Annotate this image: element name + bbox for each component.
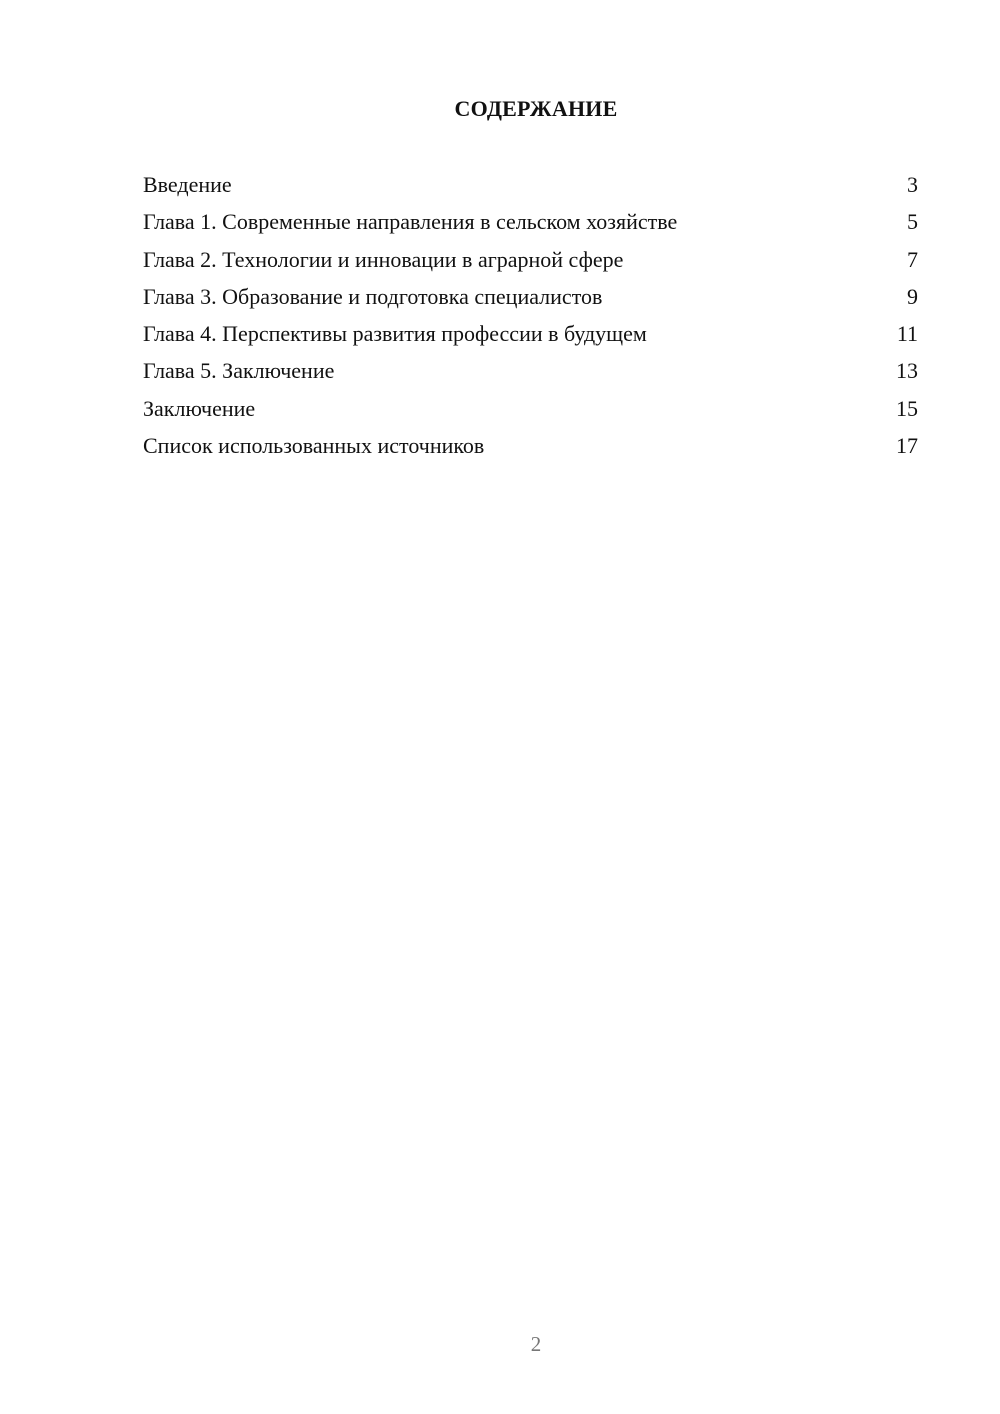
toc-entry — [143, 355, 918, 392]
toc-entry-label: Глава 5. Заключение — [143, 358, 335, 384]
toc-entry-page: 7 — [907, 246, 918, 272]
toc-entry-page: 9 — [907, 283, 918, 309]
toc-entry-label: Глава 4. Перспективы развития профессии в будущем — [143, 321, 647, 347]
toc-entry — [143, 244, 918, 281]
toc-entry-label: Глава 2. Технологии и инновации в аграрной сфере — [143, 246, 624, 272]
toc-entry-label: Глава 1. Современные направления в сельском хозяйстве — [143, 209, 678, 235]
toc-entry-page: 17 — [896, 433, 918, 459]
toc-entry-label: Глава 3. Образование и подготовка специалистов — [143, 283, 603, 309]
toc-entry-page: 5 — [907, 209, 918, 235]
toc-entry-label: Введение — [143, 172, 232, 197]
toc-entry-label: Заключение — [143, 395, 256, 421]
page-number: 2 — [530, 1332, 542, 1356]
toc-entry-page: 11 — [896, 321, 918, 347]
page-title: СОДЕРЖАНИЕ — [454, 96, 618, 121]
toc-entry — [143, 169, 918, 206]
toc-entry — [143, 206, 918, 243]
toc-entry-page: 3 — [907, 172, 918, 197]
toc-entry — [143, 281, 918, 318]
toc-entry-label: Список использованных источников — [143, 433, 485, 459]
toc-entry — [143, 430, 918, 467]
toc-entry-page: 15 — [896, 395, 918, 421]
toc-entry — [143, 318, 918, 355]
table-of-contents — [143, 169, 918, 467]
toc-entry — [143, 393, 918, 430]
toc-entry-page: 13 — [896, 358, 918, 384]
